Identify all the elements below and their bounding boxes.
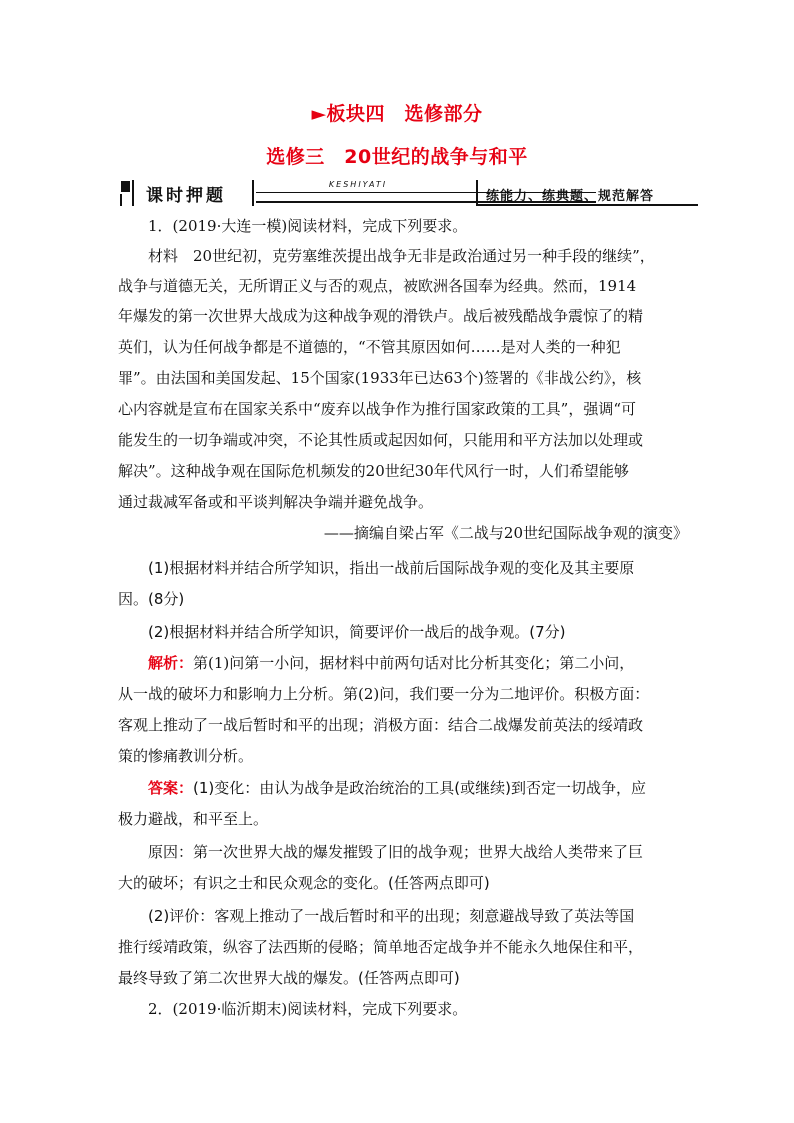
material-line: 战争与道德无关，无所谓正义与否的观点，被欧洲各国奉为经典。然而，1914 (118, 277, 637, 295)
banner-mark-icon (118, 180, 138, 206)
material-line: 年爆发的第一次世界大战成为这种战争观的滑铁卢。战后被残酷战争震惊了的精 (118, 307, 644, 325)
answer-line: 大的破坏；有识之士和民众观念的变化。(任答两点即可) (118, 874, 490, 892)
sub-question: (1)根据材料并结合所学知识，指出一战前后国际战争观的变化及其主要原 (148, 559, 635, 577)
analysis-label: 解析： (148, 654, 194, 672)
banner-english: KESHIYATI (328, 180, 388, 189)
material-line: 通过裁减军备或和平谈判解决争端并避免战争。 (118, 493, 434, 511)
material-line: 材料 20世纪初，克劳塞维茨提出战争无非是政治通过另一种手段的继续”， (148, 247, 655, 265)
analysis-line: 客观上推动了一战后暂时和平的出现；消极方面：结合二战爆发前英法的绥靖政 (118, 716, 644, 734)
sub-question: (2)根据材料并结合所学知识，简要评价一战后的战争观。(7分) (148, 623, 566, 641)
answer-line: 极力避战，和平至上。 (118, 810, 269, 828)
question-intro: 2．(2019·临沂期末)阅读材料，完成下列要求。 (148, 1000, 468, 1018)
sub-question: 因。(8分) (118, 590, 185, 608)
question-intro: 1．(2019·大连一模)阅读材料，完成下列要求。 (148, 217, 468, 235)
material-line: 解决”。这种战争观在国际危机频发的20世纪30年代风行一时，人们希望能够 (118, 462, 629, 480)
answer-line: 最终导致了第二次世界大战的爆发。(任答两点即可) (118, 969, 460, 987)
section-title: ►板块四 选修部分 (311, 103, 483, 125)
banner-label: 课时押题 (146, 186, 226, 206)
material-line: 心内容就是宣布在国家关系中“废弃以战争作为推行国家政策的工具”，强调“可 (118, 400, 637, 418)
answer-line: (2)评价：客观上推动了一战后暂时和平的出现；刻意避战导致了英法等国 (148, 907, 635, 925)
analysis-line: 解析：第(1)问第一小问，据材料中前两句话对比分析其变化；第二小问， (148, 654, 635, 672)
analysis-line: 策的惨痛教训分析。 (118, 747, 254, 765)
lesson-banner (118, 178, 698, 208)
material-source: ——摘编自梁占军《二战与20世纪国际战争观的演变》 (323, 524, 688, 542)
answer-line: 原因：第一次世界大战的爆发摧毁了旧的战争观；世界大战给人类带来了巨 (148, 843, 644, 861)
material-line: 英们，认为任何战争都是不道德的，“不管其原因如何……是对人类的一种犯 (118, 338, 621, 356)
answer-line: 推行绥靖政策，纵容了法西斯的侵略；简单地否定战争并不能永久地保住和平， (118, 938, 644, 956)
material-line: 罪”。由法国和美国发起、15个国家(1933年已达63个)签署的《非战公约》，核 (118, 369, 642, 387)
material-line: 能发生的一切争端或冲突，不论其性质或起因如何，只能用和平方法加以处理或 (118, 431, 644, 449)
module-title: 选修三 20世纪的战争与和平 (266, 146, 528, 168)
analysis-line: 从一战的破坏力和影响力上分析。第(2)问，我们要一分为二地评价。积极方面： (118, 685, 650, 703)
answer-line: 答案：(1)变化：由认为战争是政治统治的工具(或继续)到否定一切战争，应 (148, 779, 646, 797)
answer-label: 答案： (148, 779, 194, 797)
banner-slogan: 练能力、练典题、规范解答 (486, 189, 655, 204)
